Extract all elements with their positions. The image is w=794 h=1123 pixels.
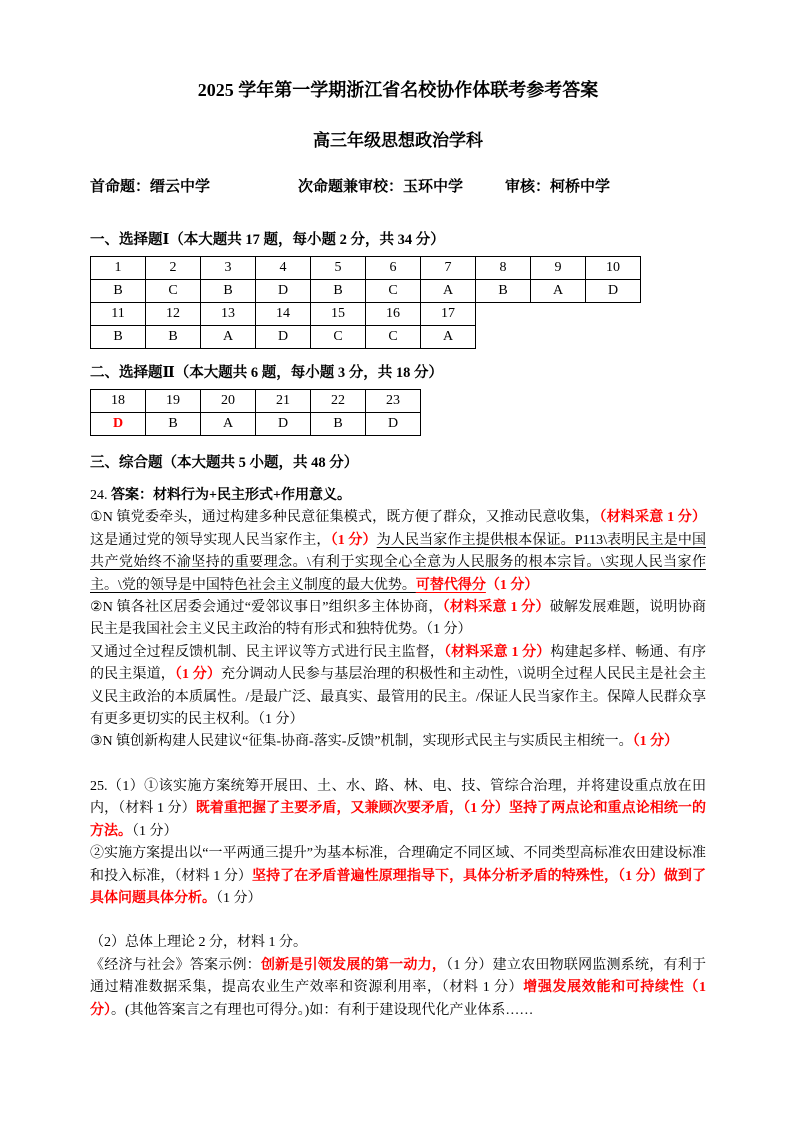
answer-25-part1-point-2 [90, 843, 706, 910]
answer-table-cell: 22 [311, 390, 366, 413]
answer-table-cell: B [201, 280, 256, 303]
text-segment: 又通过全过程反馈机制、民主评议等方式进行民主监督， [90, 644, 444, 660]
text-segment: 。(其他答案言之有理也可得分。)如：有利于建设现代化产业体系…… [111, 1002, 534, 1018]
meta-second-proposer-reviewer: 次命题兼审校：玉环中学 [298, 179, 464, 195]
answer-table-cell: 5 [311, 257, 366, 280]
answer-table-cell: A [421, 326, 476, 349]
text-segment: 24. [90, 488, 111, 503]
answer-table-cell: 16 [366, 303, 421, 326]
doc-meta-row [90, 175, 706, 196]
text-segment: ②实施方案提出以“一平两通三提升”为基本标准，合理确定不同区域、不同类型高标准农田建设标准和投入标准，（材料 1 分） [90, 846, 706, 884]
choice-answer-table-2 [90, 389, 421, 436]
answer-table-cell: B [91, 280, 146, 303]
answer-table-cell: A [201, 413, 256, 436]
answer-table-cell: C [146, 280, 201, 303]
doc-subtitle: 高三年级思想政治学科 [313, 131, 483, 150]
meta-first-proposer: 首命题：缙云中学 [90, 179, 211, 195]
text-segment: （材料采意 1 分） [599, 510, 706, 526]
answer-table-cell: 21 [256, 390, 311, 413]
answer-table-cell: 14 [256, 303, 311, 326]
answer-table-cell: 1 [91, 257, 146, 280]
answer-table-row [91, 303, 641, 326]
text-segment: 25.（1）①该实施方案统筹开展田、土、水、路、林、电、技、管综合治理，并将建设重点放在田内，（材料 1 分） [90, 778, 706, 817]
text-segment: 充分调动人民参与基层治理的积极性和主动性，\说明全过程人民民主是社会主义民主政治的本质属性。/是最广泛、最真实、最管用的民主。/保证人民当家作主。保障人民群众享有更多更切实的民主权利。（1 分） [90, 667, 707, 728]
text-segment: （1 分） [132, 823, 178, 839]
text-segment: 可替代得分 [415, 577, 486, 593]
answer-table-row [91, 280, 641, 303]
answer-table-cell: 11 [91, 303, 146, 326]
answer-table-row [91, 326, 641, 349]
answer-table-cell: 8 [476, 257, 531, 280]
answer-25-part2-example [90, 955, 706, 1022]
text-segment: 创新是引领发展的第一动力， [260, 957, 447, 973]
answer-table-cell: 13 [201, 303, 256, 326]
text-segment: ③N 镇创新构建人民建议“征集-协商-落实-反馈”机制，实现形式民主与实质民主相统一。 [90, 734, 633, 750]
answer-table-cell: D [256, 326, 311, 349]
answer-table-cell: B [476, 280, 531, 303]
choice-answer-table-1 [90, 256, 641, 349]
answer-table-cell: B [91, 326, 146, 349]
text-segment: （材料采意 1 分） [442, 600, 550, 616]
section3-heading: 三、综合题（本大题共 5 小题，共 48 分） [90, 455, 359, 471]
text-segment: 增强发展效能和可持续性（1 分） [90, 980, 707, 1018]
text-segment: （1 分） [174, 667, 222, 683]
text-segment: （1 分） [330, 532, 377, 548]
answer-table-cell: D [586, 280, 641, 303]
text-segment: （2）总体上理论 2 分，材料 1 分。 [90, 935, 307, 951]
text-segment: （1 分）建立农田物联网监测系统，有利于通过精准数据采集，提高农业生产效率和资源利用率，（材料 1 分） [90, 957, 707, 996]
text-segment: （材料采意 1 分） [443, 644, 551, 660]
text-segment: 为人民当家作主提供根本保证。P113\表明民主是中国共产党始终不渝坚持的重要理念。\有利于实现全心全意为人民服务的根本宗旨。\实现人民当家作主。\党的领导是中国特色社会主义制度的最大优势。 [90, 532, 707, 593]
answer-table-cell: A [531, 280, 586, 303]
answer-table-cell: 18 [91, 390, 146, 413]
answer-table-cell: B [311, 280, 366, 303]
section1-heading: 一、选择题Ⅰ（本大题共 17 题，每小题 2 分，共 34 分） [90, 232, 445, 248]
text-segment: 既着重把握了主要矛盾，又兼顾次要矛盾，（1 分）坚持了两点论和重点论相统一的方法。 [90, 801, 707, 839]
answer-24-point-2a [90, 597, 706, 642]
section2-heading: 二、选择题Ⅱ（本大题共 6 题，每小题 3 分，共 18 分） [90, 365, 443, 381]
answer-25-part1-point-1 [90, 776, 706, 843]
answer-table-cell: C [366, 326, 421, 349]
answer-table-cell: 23 [366, 390, 421, 413]
answer-table-cell: 10 [586, 257, 641, 280]
answer-24-heading [90, 485, 706, 507]
text-segment: 答案：材料行为+民主形式+作用意义。 [111, 488, 351, 503]
answer-25-part2-note [90, 932, 706, 954]
text-segment: 坚持了在矛盾普遍性原理指导下，具体分析矛盾的特殊性，（1 分）做到了具体问题具体分析。 [90, 868, 707, 906]
answer-24-point-2b [90, 642, 706, 732]
text-segment: （1 分） [632, 734, 679, 750]
answer-table-cell: 4 [256, 257, 311, 280]
answer-table-cell: D [366, 413, 421, 436]
meta-auditor: 审核：柯桥中学 [505, 179, 611, 195]
text-segment: 破解发展难题，说明协商民主是我国社会主义民主政治的特有形式和独特优势。（1 分） [90, 600, 707, 638]
answer-table-cell: 12 [146, 303, 201, 326]
answer-table-cell: 7 [421, 257, 476, 280]
answer-table-cell: 2 [146, 257, 201, 280]
answer-table-cell: A [201, 326, 256, 349]
answer-table-cell: 15 [311, 303, 366, 326]
text-segment: ②N 镇各社区居委会通过“爱邻议事日”组织多主体协商， [90, 600, 443, 616]
answer-table-cell: B [146, 326, 201, 349]
answer-table-row [91, 413, 421, 436]
doc-title: 2025 学年第一学期浙江省名校协作体联考参考答案 [197, 80, 599, 100]
answer-table-cell: D [256, 280, 311, 303]
answer-table-cell: C [311, 326, 366, 349]
answer-table-cell: 3 [201, 257, 256, 280]
answer-table-cell: 20 [201, 390, 256, 413]
answer-table-cell: C [366, 280, 421, 303]
answer-table-cell: D [91, 413, 146, 436]
text-segment: （1 分） [485, 577, 539, 593]
answer-table-row [91, 257, 641, 280]
answer-24-point-1 [90, 507, 706, 597]
answer-table-cell: 6 [366, 257, 421, 280]
answer-table-row [91, 390, 421, 413]
answer-table-cell: 19 [146, 390, 201, 413]
text-segment: 这是通过党的领导实现人民当家作主， [90, 532, 331, 548]
text-segment: 《经济与社会》答案示例： [90, 957, 261, 973]
answer-table-cell: D [256, 413, 311, 436]
answer-table-cell: 9 [531, 257, 586, 280]
answer-table-cell: 17 [421, 303, 476, 326]
text-segment: （1 分） [216, 890, 262, 906]
answer-24-point-3 [90, 731, 706, 753]
text-segment: ①N 镇党委牵头，通过构建多种民意征集模式，既方便了群众，又推动民意收集， [90, 510, 600, 526]
answer-table-cell: B [146, 413, 201, 436]
answer-table-cell: B [311, 413, 366, 436]
answer-table-cell: A [421, 280, 476, 303]
text-segment: 构建起多样、畅通、有序的民主渠道， [90, 644, 707, 683]
